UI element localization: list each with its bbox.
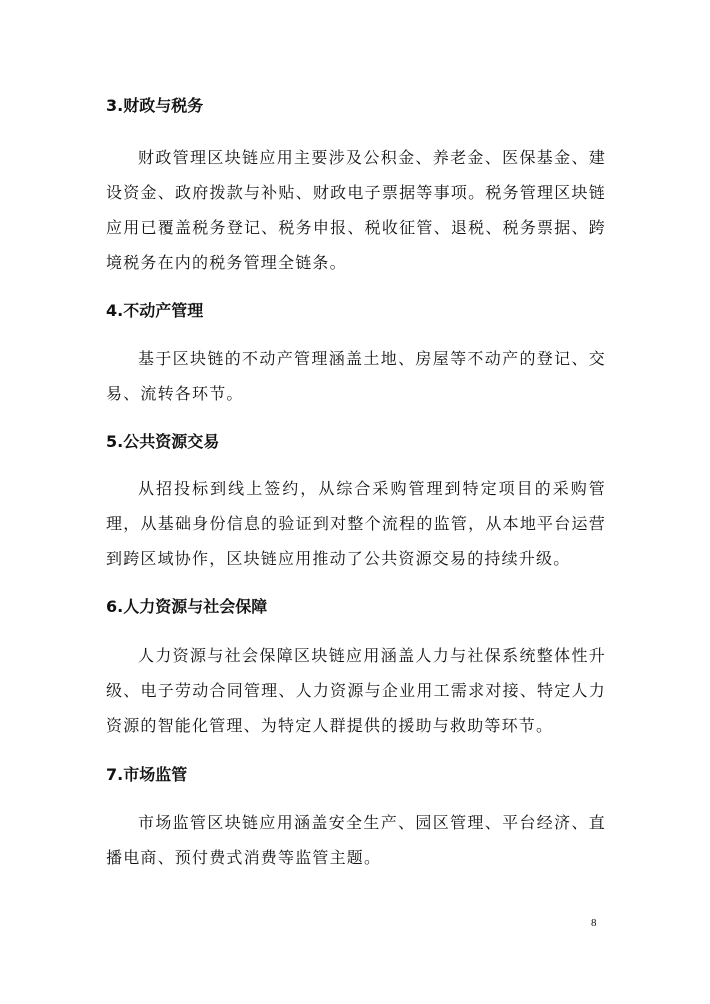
section-body-fiscal-tax: 财政管理区块链应用主要涉及公积金、养老金、医保基金、建设资金、政府拨款与补贴、财政电子票据等事项。税务管理区块链应用已覆盖税务登记、税务申报、税收征管、退税、税务票据、跨境税务在内的税务管理全链条。 (106, 148, 606, 272)
section-heading-fiscal-tax: 3.财政与税务 (106, 96, 204, 115)
section-body-hr-social-security: 人力资源与社会保障区块链应用涵盖人力与社保系统整体性升级、电子劳动合同管理、人力资源与企业用工需求对接、特定人力资源的智能化管理、为特定人群提供的援助与救助等环节。 (106, 646, 606, 735)
section-body-market-regulation: 市场监管区块链应用涵盖安全生产、园区管理、平台经济、直播电商、预付费式消费等监管主题。 (106, 813, 606, 867)
section-heading-public-resources: 5.公共资源交易 (106, 432, 220, 451)
section-heading-market-regulation: 7.市场监管 (106, 765, 188, 784)
section-heading-hr-social-security: 6.人力资源与社会保障 (106, 597, 268, 616)
section-body-public-resources: 从招投标到线上签约，从综合采购管理到特定项目的采购管理，从基础身份信息的验证到对整个流程的监管，从本地平台运营到跨区域协作，区块链应用推动了公共资源交易的持续升级。 (106, 479, 606, 568)
page-number: 8 (591, 917, 597, 929)
section-heading-real-estate: 4.不动产管理 (106, 301, 204, 320)
section-body-real-estate: 基于区块链的不动产管理涵盖土地、房屋等不动产的登记、交易、流转各环节。 (106, 349, 606, 403)
